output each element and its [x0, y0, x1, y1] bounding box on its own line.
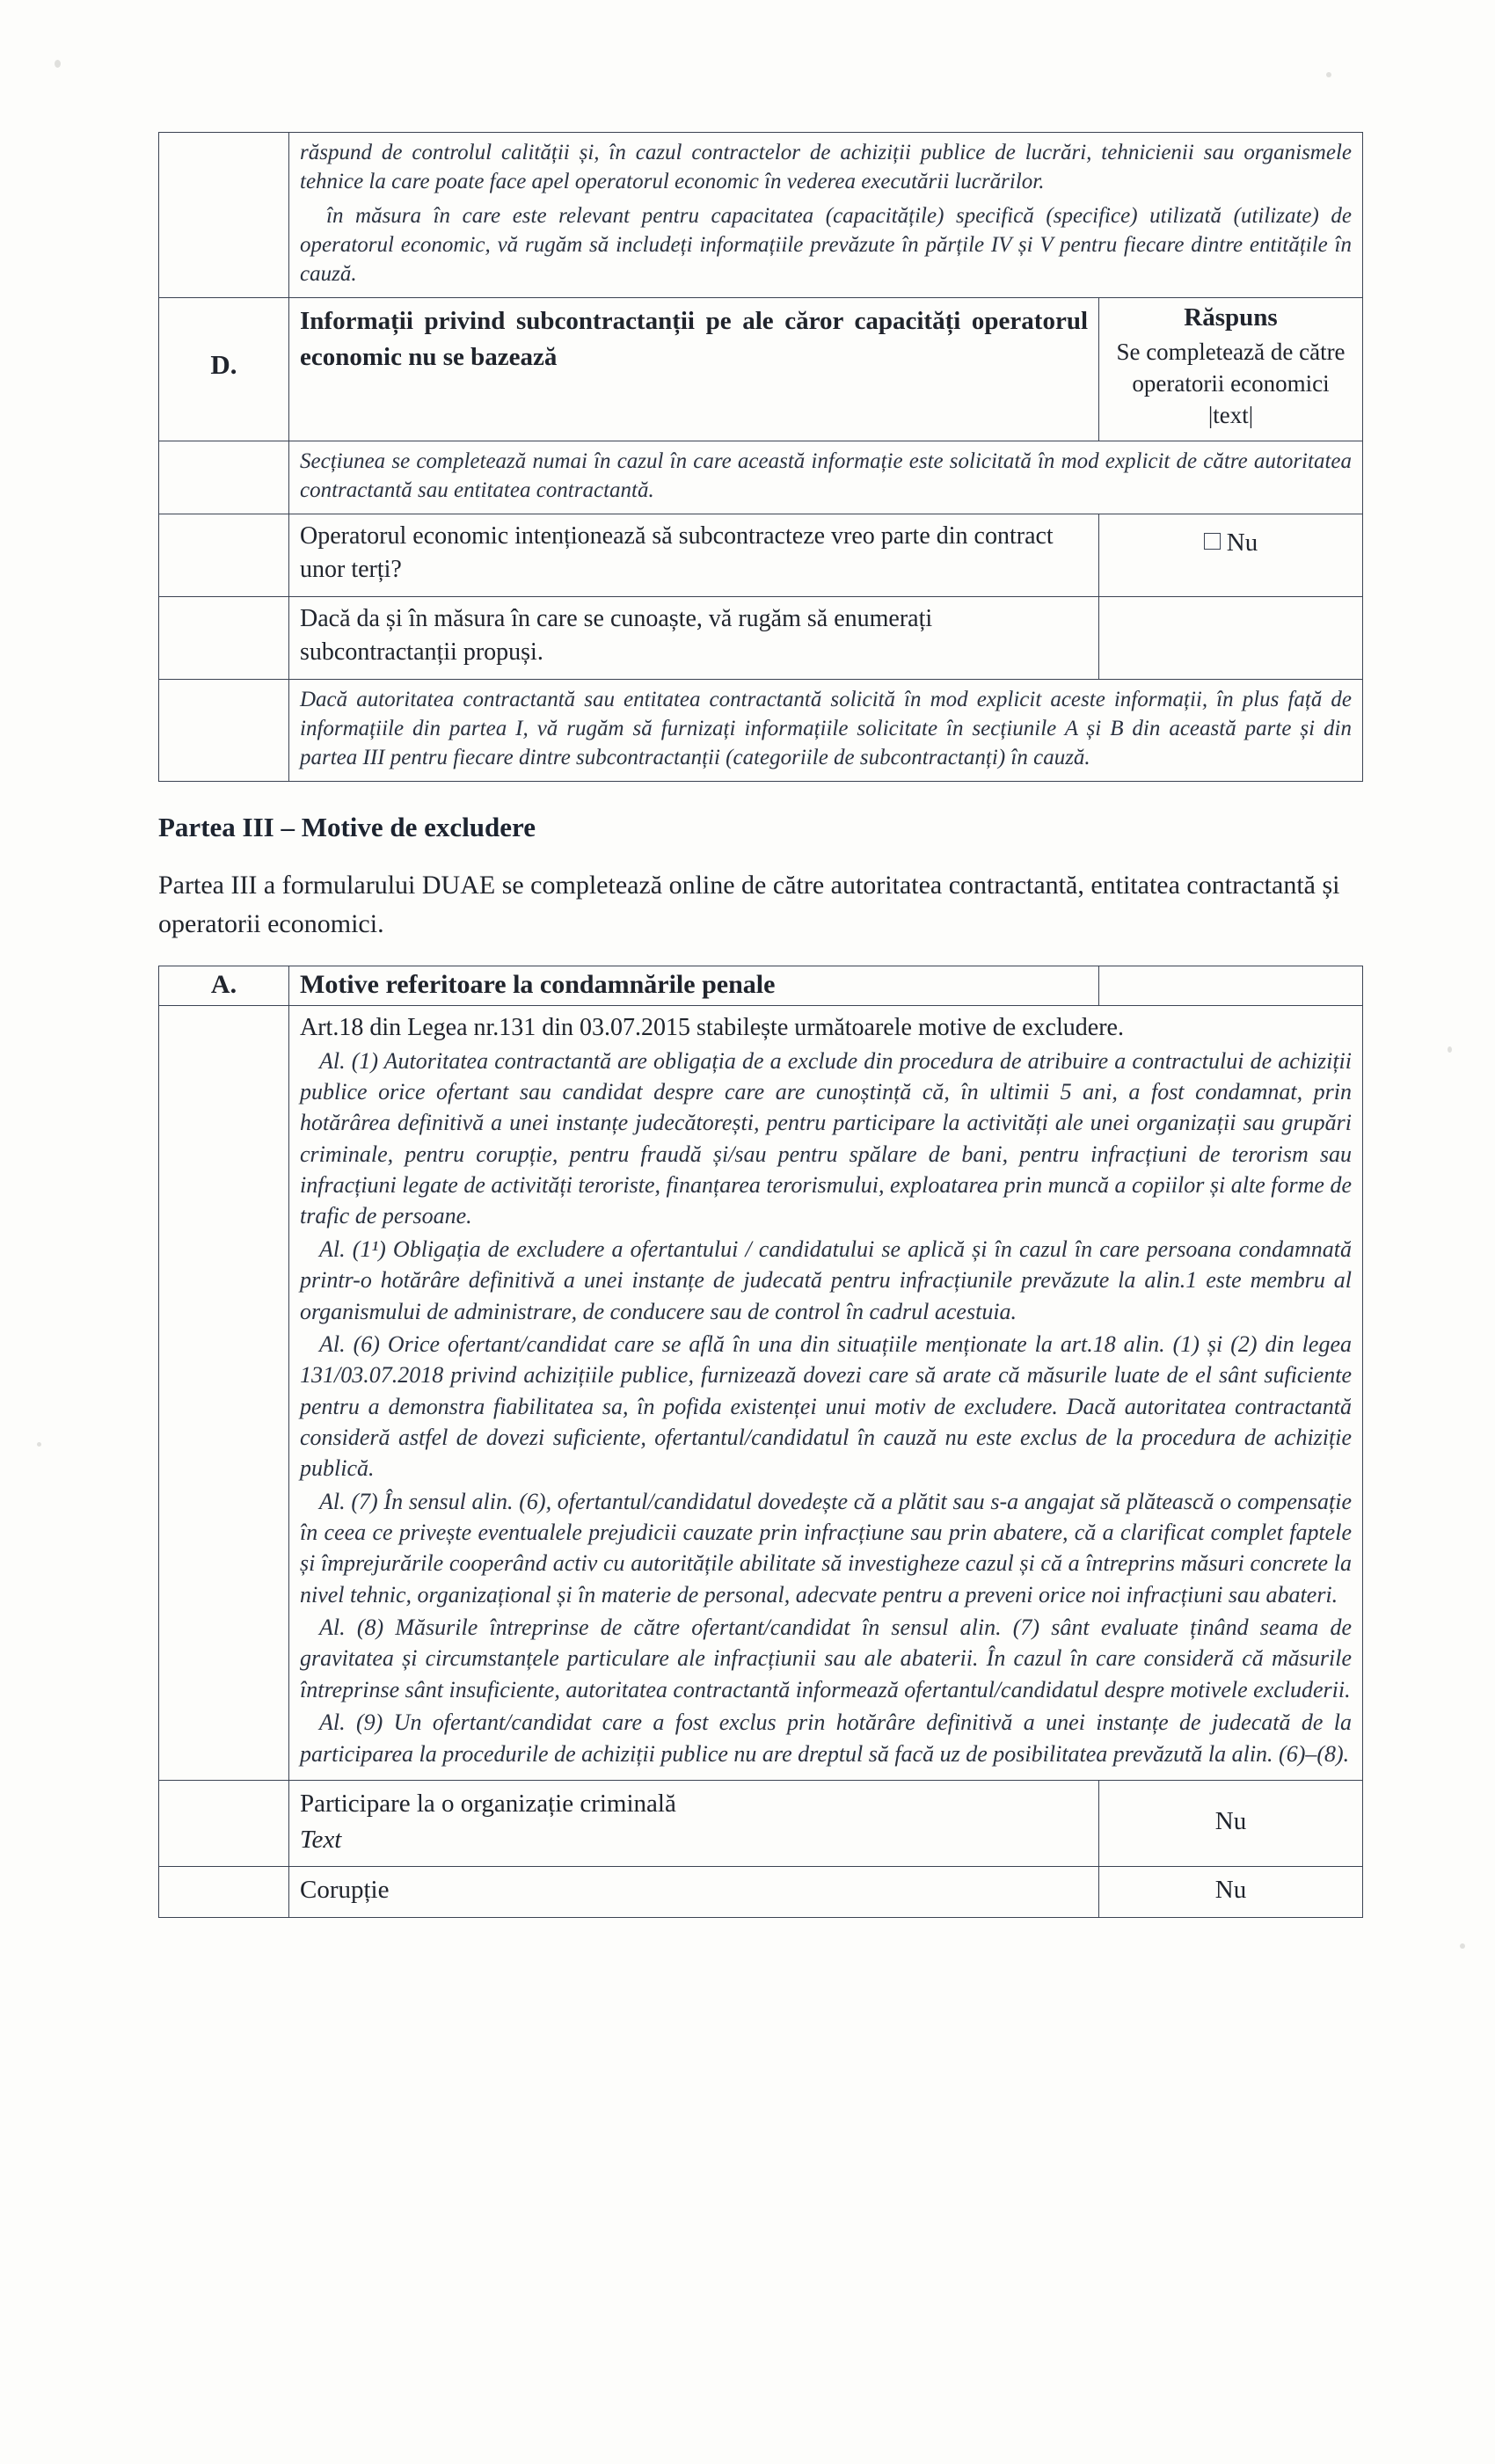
- cell-answer-block: [1099, 298, 1363, 441]
- question-subcontract: Operatorul economic intenționează să subcontracteze vreo parte din contract unor terți?: [300, 521, 1054, 584]
- scan-speck: [37, 1442, 41, 1447]
- answer-criminal-organisation: Nu: [1214, 1807, 1247, 1835]
- question-corruption: Corupție: [300, 1876, 390, 1905]
- cell-empty: [159, 680, 289, 782]
- cell-answer-corruption[interactable]: [1099, 1867, 1363, 1918]
- cell-question-corruption: [289, 1867, 1099, 1918]
- part-iii-heading: Partea III – Motive de excludere: [158, 812, 536, 843]
- table-row: [159, 596, 1363, 679]
- cell-question-2: [289, 596, 1099, 679]
- section-d-note: Secțiunea se completează numai în cazul în care această informație este solicitată în mod explicit de către autoritatea contractantă sau entitatea contractantă.: [300, 448, 1352, 502]
- table-row: [159, 514, 1363, 596]
- cell-empty: [159, 1780, 289, 1866]
- section-d-table: [158, 132, 1363, 782]
- answer-header: Răspuns: [1184, 303, 1278, 332]
- question-criminal-organisation: Participare la o organizație criminală: [300, 1789, 676, 1818]
- answer-subcontract: Nu: [1226, 528, 1258, 557]
- question-criminal-organisation-sub: Text: [300, 1825, 342, 1854]
- alineat-7: Al. (7) În sensul alin. (6), ofertantul/candidatul dovedește că a plătit sau s-a angajat să plătească o compensație în ceea ce privește eventualele prejudicii cauzate prin infracțiune sau prin abatere, că a clarificat complet faptele și împrejurările cooperând activ cu autoritățile abilitate să investigheze cazul și că a întreprins măsuri concrete la nivel tehnic, organizațional și în materie de personal, adecvate pentru a preveni orice noi infracțiuni sau abateri.: [300, 1488, 1352, 1607]
- scan-speck: [55, 60, 61, 68]
- table-row: [159, 298, 1363, 441]
- table-row: [159, 680, 1363, 782]
- cell-empty: [159, 441, 289, 514]
- cell-answer-2[interactable]: [1099, 596, 1363, 679]
- cell-answer-1[interactable]: [1099, 514, 1363, 596]
- scan-speck: [1448, 1046, 1452, 1053]
- question-list-subcontractors: Dacă da și în măsura în care se cunoaște, vă rugăm să enumerați subcontractanții propuși.: [300, 604, 933, 667]
- cell-empty: [159, 596, 289, 679]
- cell-intro: [289, 133, 1363, 298]
- cell-empty: [159, 1006, 289, 1781]
- section-letter-a: A.: [159, 966, 289, 1006]
- intro-paragraph-2: în măsura în care este relevant pentru capacitatea (capacitățile) specifică (specifice) utilizată (utilizate) de operatorul economic, vă rugăm să includeți informațiile prevăzute în părțile IV și V pentru fiecare dintre entitățile în cauză.: [300, 204, 1352, 286]
- alineat-6: Al. (6) Orice ofertant/candidat care se află în una din situațiile menționate la art.18 alin. (1) și (2) din legea 131/03.07.2018 privind achizițiile publice, furnizează dovezi care să arate că măsurile luate de el sânt suficiente pentru a demonstra fiabilitatea sa, în pofida existenței unui motiv de excludere. Dacă autoritatea contractantă consideră astfel de dovezi suficiente, ofertantul/candidatul în cauză nu este exclus de la procedura de achiziție publică.: [300, 1330, 1352, 1482]
- cell-question-1: [289, 514, 1099, 596]
- document-body: [158, 132, 1363, 1918]
- alineat-1b: Al. (1¹) Obligația de excludere a ofertantului / candidatului se aplică și în cazul în care persoana condamnată printr-o hotărâre definitivă a unei instanțe de judecată pentru infracțiunile prevăzute la alin.1 este membru al organismului de administrare, de conducere sau de control în cadrul acestuia.: [300, 1236, 1352, 1324]
- article-reference: Art.18 din Legea nr.131 din 03.07.2015 stabilește următoarele motive de excludere.: [300, 1014, 1124, 1042]
- intro-paragraph-1: răspund de controlul calității și, în cazul contractelor de achiziții publice de lucrări, tehnicienii sau organismele tehnice la care poate face apel operatorul economic în vederea executării lucrărilor.: [300, 141, 1352, 193]
- table-row: [159, 1780, 1363, 1866]
- alineat-9: Al. (9) Un ofertant/candidat care a fost exclus prin hotărâre definitivă a unei instanțe de judecată de la participarea la procedurile de achiziții publice nu are dreptul să facă uz de posibilitatea prevăzută la alin. (6)–(8).: [300, 1709, 1352, 1767]
- section-letter-d: D.: [159, 298, 289, 441]
- cell-answer-criminal-org[interactable]: [1099, 1780, 1363, 1866]
- table-row: [159, 1006, 1363, 1781]
- cell-note: [289, 441, 1363, 514]
- scan-speck: [1326, 72, 1331, 77]
- section-d-footnote: Dacă autoritatea contractantă sau entitatea contractantă solicită în mod explicit aceste informații, în plus față de informațiile din partea I, vă rugăm să furnizați informațiile solicitate în secțiunile A și B din această parte și din partea III pentru fiecare dintre subcontractanții (categoriile de subcontractanți) în cauză.: [300, 688, 1352, 770]
- cell-empty: [159, 133, 289, 298]
- table-row: [159, 441, 1363, 514]
- cell-question-criminal-org: [289, 1780, 1099, 1866]
- scan-speck: [1460, 1943, 1465, 1949]
- cell-empty: [159, 1867, 289, 1918]
- cell-legal-text: [289, 1006, 1363, 1781]
- cell-footnote: [289, 680, 1363, 782]
- answer-corruption: Nu: [1214, 1875, 1247, 1904]
- table-row: [159, 1867, 1363, 1918]
- section-d-title: Informații privind subcontractanții pe ale căror capacități operatorul economic nu se bazează: [300, 307, 1088, 371]
- answer-text[interactable]: Se completează de către operatorii economici |text|: [1116, 339, 1346, 429]
- part-iii-intro: Partea III a formularului DUAE se completează online de către autoritatea contractantă, entitatea contractantă și operatorii economici.: [158, 871, 1340, 938]
- checkbox-icon[interactable]: [1204, 533, 1221, 550]
- part-iii-table: [158, 966, 1363, 1918]
- section-a-title: Motive referitoare la condamnările penale: [300, 970, 776, 1000]
- alineat-8: Al. (8) Măsurile întreprinse de către ofertant/candidat în sensul alin. (7) sânt evaluate ținând seama de gravitatea și circumstanțele particulare ale infracțiunii sau ale abaterii. În cazul în care consideră că măsurile întreprinse sânt insuficiente, autoritatea contractantă informează ofertantul/candidatul despre motivele excluderii.: [300, 1615, 1352, 1702]
- table-row: [159, 133, 1363, 298]
- cell-section-title: [289, 298, 1099, 441]
- cell-empty: [1099, 966, 1363, 1006]
- cell-section-a-title: [289, 966, 1099, 1006]
- cell-empty: [159, 514, 289, 596]
- alineat-1: Al. (1) Autoritatea contractantă are obligația de a exclude din procedura de atribuire a contractului de achiziții publice orice ofertant sau candidat despre care are cunoștință că, în ultimii 5 ani, a fost condamnat, prin hotărârea definitivă a unei instanțe judecătorești, pentru participare la activități ale unei organizații sau grupări criminale, pentru corupție, pentru fraudă și/sau pentru spălare de bani, pentru infracțiuni de terorism sau infracțiuni legate de activități teroriste, finanțarea terorismului, exploatarea prin muncă a copiilor și alte forme de trafic de persoane.: [300, 1047, 1352, 1229]
- table-row: [159, 966, 1363, 1006]
